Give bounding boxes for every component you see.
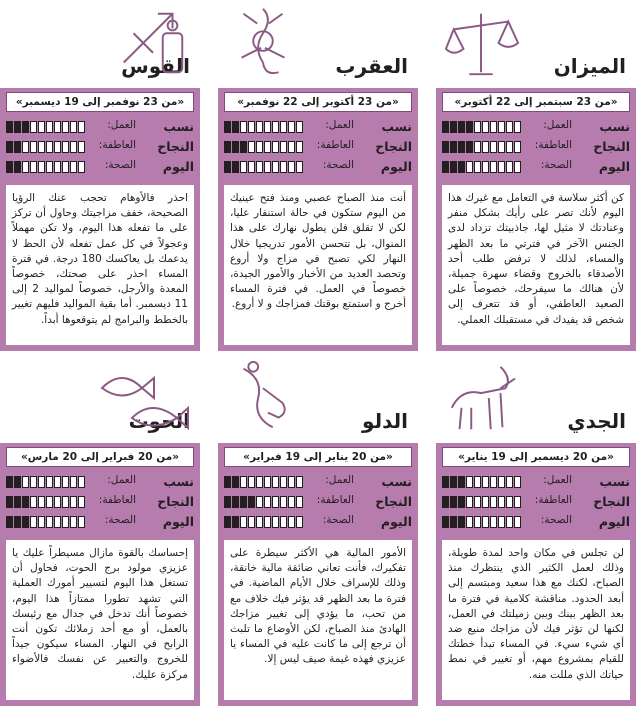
sign-panel xyxy=(436,443,636,706)
emotion-label: العاطفة: xyxy=(316,494,354,506)
meter-segment xyxy=(442,141,449,153)
meter-segment xyxy=(450,141,457,153)
meter-segment xyxy=(248,516,255,528)
meter-segment xyxy=(232,516,239,528)
meter-segment xyxy=(506,496,513,508)
card-header xyxy=(436,355,636,443)
forecast-text: لن تجلس في مكان واحد لمدة طويلة، وذلك لعمل الكثير الذي ينتظرك منذ الصباح، لكنك مع هذا سعيد ومبتسم إلى أبعد الحدود. مناقشة كلامية في فترة ما بعد الظهر بينك وبين زميلتك في العمل، لكنها لن تؤثر فيك لأن مزاجك منيع ضد أي شيء سيء. في المساء تبدأ خطتك للقيام بمشروع مهم، أو تغيير في نمط حياتك الذي مللت منه. xyxy=(442,540,630,700)
meter-segment xyxy=(70,476,77,488)
health-meter xyxy=(442,161,521,173)
health-meter xyxy=(224,161,303,173)
meter-segment xyxy=(490,121,497,133)
health-meter xyxy=(6,161,85,173)
sign-card-libra xyxy=(436,0,636,351)
meter-segment xyxy=(232,476,239,488)
health-label: الصحة: xyxy=(104,159,136,171)
meter-segment xyxy=(450,161,457,173)
meter-segment xyxy=(54,476,61,488)
meter-segment xyxy=(450,121,457,133)
date-range: «من 23 نوفمبر إلى 19 ديسمبر» xyxy=(6,92,194,112)
meter-segment xyxy=(482,121,489,133)
meter-segment xyxy=(514,476,521,488)
work-meter xyxy=(442,476,521,488)
libra-icon xyxy=(442,2,520,84)
meter-segment xyxy=(30,496,37,508)
work-meter xyxy=(442,121,521,133)
meter-segment xyxy=(280,161,287,173)
meter-segment xyxy=(506,476,513,488)
health-meter xyxy=(224,516,303,528)
work-label: العمل: xyxy=(325,474,354,486)
meter-segment xyxy=(62,141,69,153)
meter-segment xyxy=(240,141,247,153)
meter-segment xyxy=(54,161,61,173)
meter-segment xyxy=(264,476,271,488)
meter-segment xyxy=(288,496,295,508)
meter-segment xyxy=(248,496,255,508)
meter-segment xyxy=(54,121,61,133)
scorpio-icon xyxy=(224,2,302,84)
meter-segment xyxy=(240,476,247,488)
meter-segment xyxy=(62,476,69,488)
card-header xyxy=(218,355,418,443)
sign-card-capricorn xyxy=(436,355,636,706)
meter-segment xyxy=(442,121,449,133)
work-label: العمل: xyxy=(107,119,136,131)
meter-segment xyxy=(458,476,465,488)
health-meter xyxy=(6,516,85,528)
luck-title: نسب النجاح اليوم xyxy=(375,474,412,529)
emotion-label: العاطفة: xyxy=(316,139,354,151)
health-label: الصحة: xyxy=(540,514,572,526)
luck-title: نسب النجاح اليوم xyxy=(157,474,194,529)
meter-segment xyxy=(38,121,45,133)
sign-title: الحوت xyxy=(128,409,190,433)
meter-segment xyxy=(256,121,263,133)
meter-segment xyxy=(248,161,255,173)
meter-segment xyxy=(62,496,69,508)
meter-segment xyxy=(288,161,295,173)
meter-segment xyxy=(474,516,481,528)
meter-segment xyxy=(46,516,53,528)
meter-segment xyxy=(46,476,53,488)
meter-segment xyxy=(54,141,61,153)
meter-segment xyxy=(498,121,505,133)
meter-segment xyxy=(490,476,497,488)
meter-segment xyxy=(272,476,279,488)
meter-segment xyxy=(14,161,21,173)
meter-segment xyxy=(272,121,279,133)
meter-segment xyxy=(224,121,231,133)
emotion-label: العاطفة: xyxy=(98,494,136,506)
emotion-meter xyxy=(6,141,85,153)
meter-segment xyxy=(474,121,481,133)
meter-segment xyxy=(466,516,473,528)
meter-segment xyxy=(232,121,239,133)
meter-segment xyxy=(224,141,231,153)
meter-segment xyxy=(6,161,13,173)
meter-segment xyxy=(256,141,263,153)
meter-segment xyxy=(30,121,37,133)
forecast-text: احذر فالأوهام تحجب عنك الرؤيا الصحيحة، خفف مزاجيتك وحاول أن تركز على ما تفعله هذا اليوم، ولا تكن مهملاً وعجولاً في كل عمل تفعله لأن الحظ لا يدعمك بل يعاكسك 180 درجة. في فترة المساء احذر على صحتك، خصوصاً المعدة والأرجل، خصوصاً لمواليد 2 إلى 11 ديسمبر. أما بقية المواليد فليهم تغيير بالخطط والبرامج لم يتوقعوها أبداً. xyxy=(6,185,194,345)
meter-segment xyxy=(232,141,239,153)
meter-segment xyxy=(22,516,29,528)
card-header xyxy=(218,0,418,88)
luck-meter-block xyxy=(6,117,194,181)
sign-title: القوس xyxy=(121,54,190,78)
meter-segment xyxy=(490,496,497,508)
health-label: الصحة: xyxy=(322,159,354,171)
luck-title: نسب النجاح اليوم xyxy=(157,119,194,174)
capricorn-icon xyxy=(442,357,520,439)
meter-segment xyxy=(14,476,21,488)
meter-segment xyxy=(466,496,473,508)
meter-segment xyxy=(70,141,77,153)
luck-meter-block xyxy=(442,117,630,181)
emotion-meter xyxy=(442,496,521,508)
meter-segment xyxy=(296,141,303,153)
meter-segment xyxy=(46,161,53,173)
meter-segment xyxy=(248,141,255,153)
meter-segment xyxy=(224,516,231,528)
meter-segment xyxy=(498,161,505,173)
meter-segment xyxy=(54,516,61,528)
meter-segment xyxy=(38,161,45,173)
health-label: الصحة: xyxy=(540,159,572,171)
luck-title: نسب النجاح اليوم xyxy=(375,119,412,174)
meter-segment xyxy=(280,496,287,508)
meter-segment xyxy=(264,141,271,153)
meter-segment xyxy=(296,516,303,528)
meter-segment xyxy=(38,141,45,153)
meter-segment xyxy=(264,516,271,528)
forecast-text: كن أكثر سلاسة في التعامل مع غيرك هذا اليوم لأنك تصر على رأيك بشكل منفر وعنادتك لا مثيل لها، جاذبيتك تزداد لدى الجنس الآخر في فترتي ما بعد الظهر والمساء، لذلك لا ترفض طلب أحد الأصدقاء بالخروج وقضاء سهرة جميلة، لأن هنالك ما سيفرحك، خصوصاً على الصعيد العاطفي، أو قد تتعرف إلى شخص قد يفيدك في مستقبلك العملي. xyxy=(442,185,630,345)
meter-segment xyxy=(6,496,13,508)
work-label: العمل: xyxy=(107,474,136,486)
meter-segment xyxy=(288,476,295,488)
meter-segment xyxy=(474,496,481,508)
meter-segment xyxy=(490,516,497,528)
sign-title: الميزان xyxy=(553,54,626,78)
meter-segment xyxy=(498,476,505,488)
meter-segment xyxy=(482,516,489,528)
meter-segment xyxy=(280,516,287,528)
meter-segment xyxy=(442,516,449,528)
luck-title: نسب النجاح اليوم xyxy=(593,119,630,174)
work-label: العمل: xyxy=(325,119,354,131)
meter-segment xyxy=(232,496,239,508)
meter-segment xyxy=(296,476,303,488)
meter-segment xyxy=(264,161,271,173)
meter-segment xyxy=(70,516,77,528)
date-range: «من 23 سبتمبر إلى 22 أكتوبر» xyxy=(442,92,630,112)
meter-segment xyxy=(466,161,473,173)
meter-segment xyxy=(442,476,449,488)
meter-segment xyxy=(296,496,303,508)
health-meter xyxy=(442,516,521,528)
work-meter xyxy=(224,476,303,488)
meter-segment xyxy=(288,121,295,133)
sign-panel xyxy=(0,88,200,351)
sign-card-scorpio xyxy=(218,0,418,351)
meter-segment xyxy=(442,161,449,173)
meter-segment xyxy=(22,161,29,173)
emotion-meter xyxy=(6,496,85,508)
meter-segment xyxy=(30,161,37,173)
pisces-icon xyxy=(92,357,192,439)
sign-panel xyxy=(218,443,418,706)
meter-segment xyxy=(240,496,247,508)
meter-segment xyxy=(14,121,21,133)
meter-segment xyxy=(466,476,473,488)
meter-segment xyxy=(272,516,279,528)
meter-segment xyxy=(78,161,85,173)
meter-segment xyxy=(296,161,303,173)
meter-segment xyxy=(490,161,497,173)
meter-segment xyxy=(14,141,21,153)
forecast-text: إحساسك بالقوة مازال مسيطراً عليك يا عزيزي مولود برج الحوت، فحاول أن تستغل هذا اليوم لتسيير أمورك العملية التي تشهد تطورا ممتازاً هذا اليوم، خصوصاً أنك تدخل في جدال مع رئيسك بالعمل، أو مع أحد زملائك تكون أنت الرابح في النهار. المساء سيكون جيداً للخروج والتعبير عن نفسك فالأضواء مركزة عليك. xyxy=(6,540,194,700)
emotion-label: العاطفة: xyxy=(98,139,136,151)
meter-segment xyxy=(288,141,295,153)
meter-segment xyxy=(490,141,497,153)
emotion-label: العاطفة: xyxy=(534,139,572,151)
meter-segment xyxy=(240,161,247,173)
meter-segment xyxy=(70,121,77,133)
card-header xyxy=(436,0,636,88)
meter-segment xyxy=(458,516,465,528)
work-label: العمل: xyxy=(543,474,572,486)
meter-segment xyxy=(506,516,513,528)
meter-segment xyxy=(458,161,465,173)
meter-segment xyxy=(14,516,21,528)
meter-segment xyxy=(22,496,29,508)
meter-segment xyxy=(482,476,489,488)
sign-title: العقرب xyxy=(335,54,408,78)
meter-segment xyxy=(78,121,85,133)
health-label: الصحة: xyxy=(322,514,354,526)
emotion-meter xyxy=(224,141,303,153)
meter-segment xyxy=(14,496,21,508)
meter-segment xyxy=(248,121,255,133)
sign-card-sagittarius xyxy=(0,0,200,351)
meter-segment xyxy=(6,121,13,133)
meter-segment xyxy=(514,516,521,528)
work-label: العمل: xyxy=(543,119,572,131)
meter-segment xyxy=(474,141,481,153)
meter-segment xyxy=(224,476,231,488)
meter-segment xyxy=(264,496,271,508)
date-range: «من 20 فبراير إلى 20 مارس» xyxy=(6,447,194,467)
meter-segment xyxy=(272,496,279,508)
sign-title: الجدي xyxy=(567,409,626,433)
meter-segment xyxy=(78,141,85,153)
meter-segment xyxy=(514,496,521,508)
meter-segment xyxy=(450,476,457,488)
meter-segment xyxy=(514,121,521,133)
meter-segment xyxy=(256,496,263,508)
sagittarius-icon xyxy=(114,2,192,84)
work-meter xyxy=(6,121,85,133)
meter-segment xyxy=(224,161,231,173)
meter-segment xyxy=(30,516,37,528)
meter-segment xyxy=(30,141,37,153)
meter-segment xyxy=(506,141,513,153)
date-range: «من 20 يناير إلى 19 فبراير» xyxy=(224,447,412,467)
meter-segment xyxy=(62,121,69,133)
meter-segment xyxy=(22,141,29,153)
meter-segment xyxy=(54,496,61,508)
meter-segment xyxy=(78,516,85,528)
meter-segment xyxy=(280,121,287,133)
meter-segment xyxy=(498,516,505,528)
meter-segment xyxy=(70,496,77,508)
luck-meter-block xyxy=(6,472,194,536)
meter-segment xyxy=(450,496,457,508)
meter-segment xyxy=(232,161,239,173)
sign-panel xyxy=(436,88,636,351)
meter-segment xyxy=(6,476,13,488)
sign-panel xyxy=(218,88,418,351)
meter-segment xyxy=(466,141,473,153)
meter-segment xyxy=(498,496,505,508)
meter-segment xyxy=(506,161,513,173)
meter-segment xyxy=(46,121,53,133)
card-header xyxy=(0,355,200,443)
forecast-text: أنت منذ الصباح عصبي ومنذ فتح عينيك من اليوم ستكون في حالة استنفار عليا، لكن لا تقلق فلن يطول نهارك على هذا المنوال، بل تتحسن الأمور تدريجيا خلال النهار لكي تصبح في مزاج ولا أروع وتحصد العديد من الأخبار والأمور الجيدة، خصوصاً في العمل. في فترة المساء أخرج و استمتع بوقتك فمزاجك و لا أروع. xyxy=(224,185,412,345)
meter-segment xyxy=(22,121,29,133)
meter-segment xyxy=(38,516,45,528)
meter-segment xyxy=(264,121,271,133)
meter-segment xyxy=(62,161,69,173)
emotion-meter xyxy=(224,496,303,508)
work-meter xyxy=(224,121,303,133)
meter-segment xyxy=(272,161,279,173)
meter-segment xyxy=(30,476,37,488)
meter-segment xyxy=(46,496,53,508)
meter-segment xyxy=(280,141,287,153)
meter-segment xyxy=(46,141,53,153)
meter-segment xyxy=(466,121,473,133)
meter-segment xyxy=(450,516,457,528)
meter-segment xyxy=(256,161,263,173)
meter-segment xyxy=(240,121,247,133)
meter-segment xyxy=(256,516,263,528)
luck-meter-block xyxy=(442,472,630,536)
luck-meter-block xyxy=(224,472,412,536)
date-range: «من 23 أكتوبر إلى 22 نوفمبر» xyxy=(224,92,412,112)
sign-panel xyxy=(0,443,200,706)
meter-segment xyxy=(6,516,13,528)
meter-segment xyxy=(442,496,449,508)
meter-segment xyxy=(256,476,263,488)
luck-title: نسب النجاح اليوم xyxy=(593,474,630,529)
sign-card-aquarius xyxy=(218,355,418,706)
meter-segment xyxy=(78,496,85,508)
meter-segment xyxy=(506,121,513,133)
meter-segment xyxy=(78,476,85,488)
meter-segment xyxy=(272,141,279,153)
meter-segment xyxy=(514,161,521,173)
emotion-meter xyxy=(442,141,521,153)
meter-segment xyxy=(6,141,13,153)
meter-segment xyxy=(458,496,465,508)
card-header xyxy=(0,0,200,88)
meter-segment xyxy=(474,476,481,488)
meter-segment xyxy=(458,141,465,153)
forecast-text: الأمور المالية هي الأكثر سيطرة على تفكيرك، فأنت تعاني ضائقة مالية خانقة، وذلك للإسراف خلال الأيام الماضية. في فترة ما بعد الظهر قد يؤثر فيك خلاف مع من تحب، ما يؤدي إلى تغيير مزاجك الهادئ منذ الصباح، لكن الأوضاع ما تلبث أن ترجع إلى ما كانت عليه في المساء يا عزيزي فهذه غيمة صيف ليس إلا. xyxy=(224,540,412,700)
meter-segment xyxy=(248,476,255,488)
meter-segment xyxy=(22,476,29,488)
meter-segment xyxy=(498,141,505,153)
meter-segment xyxy=(458,121,465,133)
meter-segment xyxy=(62,516,69,528)
meter-segment xyxy=(38,476,45,488)
meter-segment xyxy=(38,496,45,508)
meter-segment xyxy=(474,161,481,173)
sign-title: الدلو xyxy=(362,409,408,433)
meter-segment xyxy=(482,141,489,153)
luck-meter-block xyxy=(224,117,412,181)
aquarius-icon xyxy=(224,357,302,439)
meter-segment xyxy=(224,496,231,508)
sign-card-pisces xyxy=(0,355,200,706)
health-label: الصحة: xyxy=(104,514,136,526)
meter-segment xyxy=(482,161,489,173)
meter-segment xyxy=(240,516,247,528)
meter-segment xyxy=(514,141,521,153)
meter-segment xyxy=(482,496,489,508)
emotion-label: العاطفة: xyxy=(534,494,572,506)
meter-segment xyxy=(296,121,303,133)
meter-segment xyxy=(70,161,77,173)
meter-segment xyxy=(288,516,295,528)
meter-segment xyxy=(280,476,287,488)
work-meter xyxy=(6,476,85,488)
date-range: «من 20 ديسمبر إلى 19 يناير» xyxy=(442,447,630,467)
